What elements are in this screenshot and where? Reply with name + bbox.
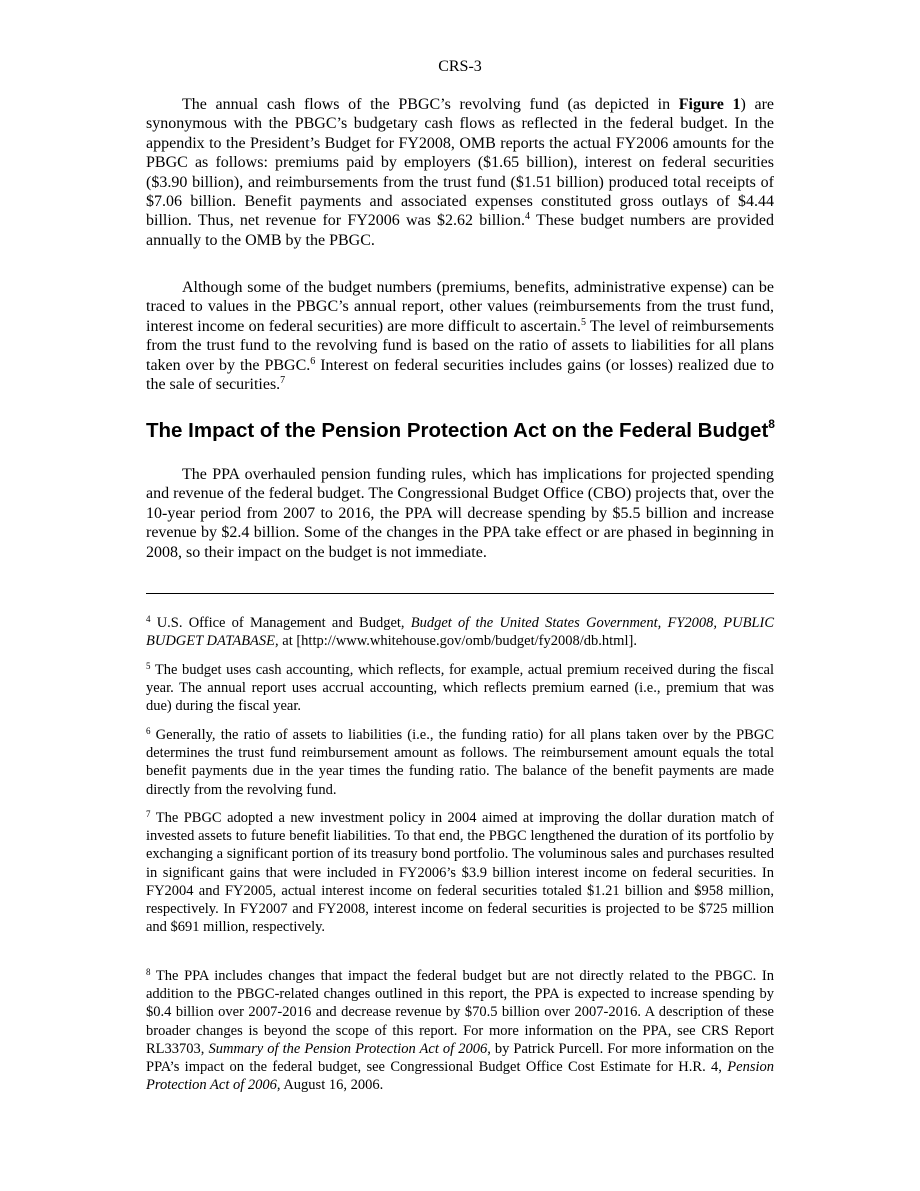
section-heading-text: The Impact of the Pension Protection Act on the Federal Budget <box>146 419 769 442</box>
footnote-ref-4[interactable]: 4 <box>525 211 531 223</box>
body-paragraph-1 <box>146 95 774 250</box>
footnote-ref-6[interactable]: 6 <box>310 355 316 367</box>
footnote-mark: 8 <box>146 967 151 977</box>
paragraph-text: Although some of the budget numbers (premiums, benefits, administrative expense) can be traced to values in the PBGC’s annual report, other values (reimbursements from the trust fund, interest income on federal securities) are more difficult to ascertain. <box>146 279 774 335</box>
footnote-7 <box>146 809 774 936</box>
footnote-text: The PPA includes changes that impact the federal budget but are not directly related to the PBGC. In addition to the PBGC-related changes outlined in this report, the PPA is expected to increase spending by $0.4 billion over 2007-2016 and decrease revenue by $70.5 billion over 2007-2016. A description of these broader changes is beyond the scope of this report. For more information on the PPA, see CRS Report RL33703, <box>146 968 774 1057</box>
footnote-text: , August 16, 2006. <box>276 1077 384 1094</box>
footnote-text: U.S. Office of Management and Budget, <box>150 615 411 631</box>
footnote-ref-7[interactable]: 7 <box>280 375 286 387</box>
paragraph-text: Interest on federal securities includes gains (or losses) realized due to the sale of securities. <box>146 356 774 394</box>
footnote-ref-8[interactable]: 8 <box>768 417 775 431</box>
footnote-title: Pension Protection Act of 2006 <box>146 1059 774 1094</box>
paragraph-text: The annual cash flows of the PBGC’s revolving fund (as depicted in <box>182 96 679 113</box>
footnote-ref-5[interactable]: 5 <box>581 316 587 328</box>
page-header: CRS-3 <box>438 58 482 75</box>
section-heading <box>146 418 786 444</box>
footnote-text: , by Patrick Purcell. For more information on the PPA’s impact on the federal budget, see Congressional Budget Office Cost Estimate for H.R. 4, <box>146 1040 774 1076</box>
footnote-mark: 5 <box>146 661 151 671</box>
footnote-8 <box>146 967 774 1094</box>
footnote-mark: 7 <box>146 809 151 819</box>
footnote-title: Budget of the United States Government, FY2008, PUBLIC BUDGET DATABASE <box>146 615 774 650</box>
footnote-text: The budget uses cash accounting, which reflects, for example, actual premium received during the fiscal year. The annual report uses accrual accounting, which reflects premium earned (i.e., premium that was due) during the fiscal year. <box>146 662 774 715</box>
paragraph-text: These budget numbers are provided annually to the OMB by the PBGC. <box>146 212 775 249</box>
body-paragraph-3: The PPA overhauled pension funding rules, which has implications for projected spending and revenue of the federal budget. The Congressional Budget Office (CBO) projects that, over the 10-year period from 2007 to 2016, the PPA will decrease spending by $5.5 billion and increase revenue by $2.4 billion. Some of the changes in the PPA take effect or are phased in beginning in 2008, so their impact on the budget is not immediate. <box>146 466 774 561</box>
footnote-text: Generally, the ratio of assets to liabilities (i.e., the funding ratio) for all plans taken over by the PBGC determines the trust fund reimbursement amount as follows. The reimbursement amount equals the total benefit payments due in the year times the funding ratio. The balance of the benefit payments are made directly from the revolving fund. <box>146 727 774 798</box>
body-paragraph-2 <box>146 278 774 394</box>
footnote-mark: 4 <box>146 614 151 624</box>
footnote-6 <box>146 726 774 799</box>
footnote-title: Summary of the Pension Protection Act of 2006 <box>208 1040 488 1057</box>
footnote-mark: 6 <box>146 726 151 736</box>
footnote-divider <box>146 593 774 594</box>
footnote-text: , at [http://www.whitehouse.gov/omb/budget/fy2008/db.html]. <box>275 633 637 650</box>
footnote-5 <box>146 661 774 716</box>
figure-reference: Figure 1 <box>678 96 741 113</box>
footnote-4 <box>146 614 774 650</box>
paragraph-text: The level of reimbursements from the trust fund to the revolving fund is based on the ratio of assets to liabilities for all plans taken over by the PBGC. <box>146 317 775 374</box>
footnote-text: The PBGC adopted a new investment policy in 2004 aimed at improving the dollar duration match of invested assets to future benefit liabilities. To that end, the PBGC lengthened the duration of its portfolio by exchanging a significant portion of its treasury bond portfolio. The voluminous sales and purchases resulted in significant gains that were included in FY2006’s $3.9 billion interest income on federal securities. In FY2004 and FY2005, actual interest income on federal securities totaled $1.21 billion and $958 million, respectively. In FY2007 and FY2008, interest income on federal securities is projected to be $725 million and $691 million, respectively. <box>146 810 774 936</box>
paragraph-text: ) are synonymous with the PBGC’s budgetary cash flows as reflected in the federal budget. In the appendix to the President’s Budget for FY2008, OMB reports the actual FY2006 amounts for the PBGC as follows: premiums paid by employers ($1.65 billion), interest on federal securities ($3.90 billion), and reimbursements from the trust fund ($1.51 billion) produced total receipts of $7.06 billion. Benefit payments and associated expenses constituted gross outlays of $4.44 billion. Thus, net revenue for FY2006 was $2.62 billion. <box>146 96 775 230</box>
